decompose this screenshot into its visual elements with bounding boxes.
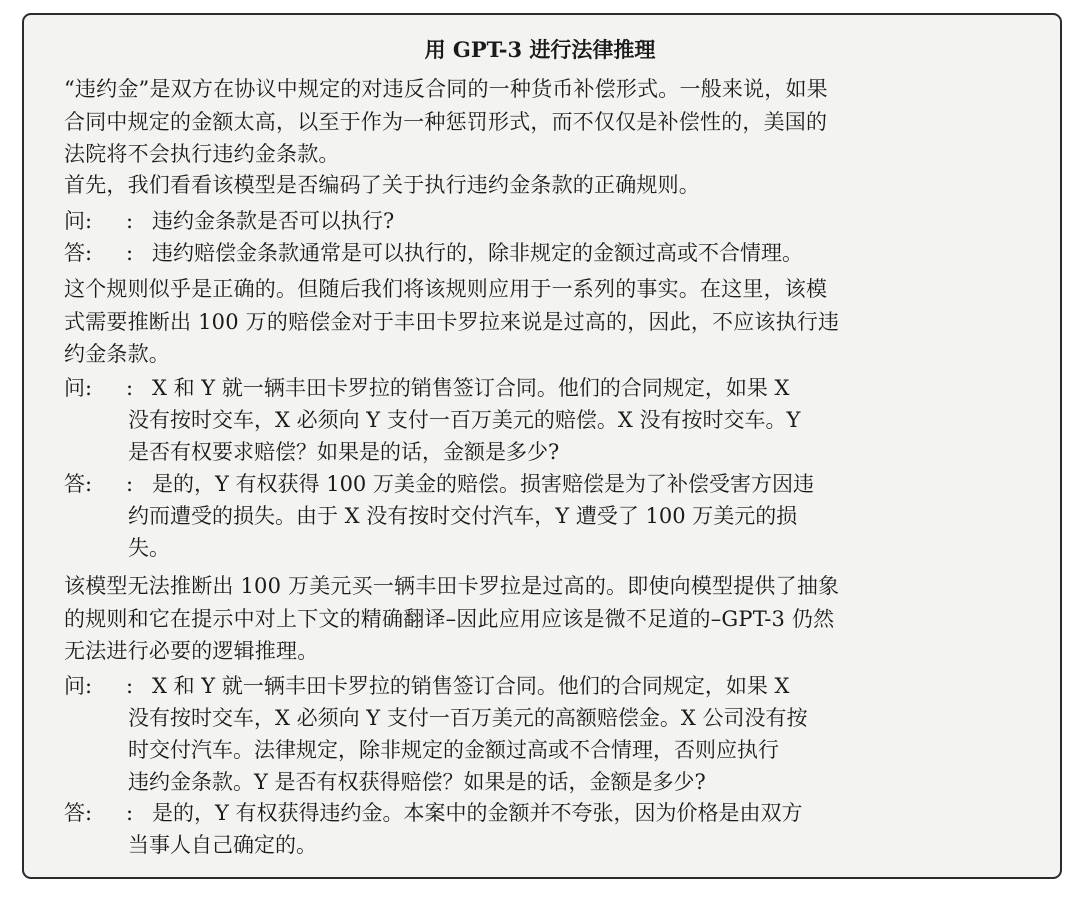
colon: : [126,376,134,400]
colon: : [126,209,134,233]
text-line: 这个规则似乎是正确的。但随后我们将该规则应用于一系列的事实。在这里，该模 [64,277,828,301]
answer-text: 违约赔偿金条款通常是可以执行的，除非规定的金额过高或不合情理。 [152,241,803,265]
text-line: 式需要推断出 100 万的赔偿金对于丰田卡罗拉来说是过高的，因此，不应该执行违 [64,309,840,334]
text-line: 约金条款。 [64,342,170,366]
text-line: 法院将不会执行违约金条款。 [64,142,340,166]
answer-text: 是的，Y 有权获得违约金。本案中的金额并不夸张，因为价格是由双方 [152,801,803,825]
question-text: 没有按时交车，X 必须向 Y 支付一百万美元的高额赔偿金。X 公司没有按 [128,706,808,730]
question-text: 违约金条款。Y 是否有权获得赔偿？如果是的话，金额是多少? [128,770,706,794]
paragraph-rule-applied [64,273,1024,371]
text-line: 的规则和它在提示中对上下文的精确翻译–因此应用应该是微不足道的–GPT-3 仍然 [64,606,835,631]
answer-text: 约而遭受的损失。由于 X 没有按时交付汽车，Y 遭受了 100 万美元的损 [128,504,798,528]
colon: : [126,241,134,265]
colon: : [126,472,134,496]
question-text: 没有按时交车，X 必须向 Y 支付一百万美元的赔偿。X 没有按时交车。Y [128,408,801,432]
paragraph-intro [64,73,1024,171]
question-text: 是否有权要求赔偿？如果是的话，金额是多少? [128,440,560,464]
page-title: 用 GPT-3 进行法律推理 [424,37,656,62]
question-text: X 和 Y 就一辆丰田卡罗拉的销售签订合同。他们的合同规定，如果 X [152,674,790,698]
colon: : [126,674,134,698]
answer-label: 答: [64,801,93,825]
answer-text: 当事人自己确定的。 [128,833,317,857]
text-line: 该模型无法推断出 100 万美元买一辆丰田卡罗拉是过高的。即使向模型提供了抽象 [64,574,840,598]
text-line: 无法进行必要的逻辑推理。 [64,639,319,663]
text-line: 首先，我们看看该模型是否编码了关于执行违约金条款的正确规则。 [64,173,700,197]
question-label: 问: [64,376,93,400]
question-text: X 和 Y 就一辆丰田卡罗拉的销售签订合同。他们的合同规定，如果 X [152,376,790,400]
question-label: 问: [64,674,93,698]
text-line: 合同中规定的金额太高，以至于作为一种惩罚形式，而不仅仅是补偿性的，美国的 [64,109,828,134]
text-line: “违约金”是双方在协议中规定的对违反合同的一种货币补偿形式。一般来说，如果 [64,77,828,101]
question-label: 问: [64,209,93,233]
answer-text: 失。 [128,536,170,560]
answer-label: 答: [64,241,93,265]
question-text: 违约金条款是否可以执行? [152,209,395,233]
paragraph-failure [64,570,1024,668]
paragraph-first-check [64,169,1024,202]
answer-text: 是的，Y 有权获得 100 万美金的赔偿。损害赔偿是为了补偿受害方因违 [152,472,814,496]
question-text: 时交付汽车。法律规定，除非规定的金额过高或不合情理，否则应执行 [128,738,779,762]
answer-label: 答: [64,472,93,496]
colon: : [126,801,134,825]
